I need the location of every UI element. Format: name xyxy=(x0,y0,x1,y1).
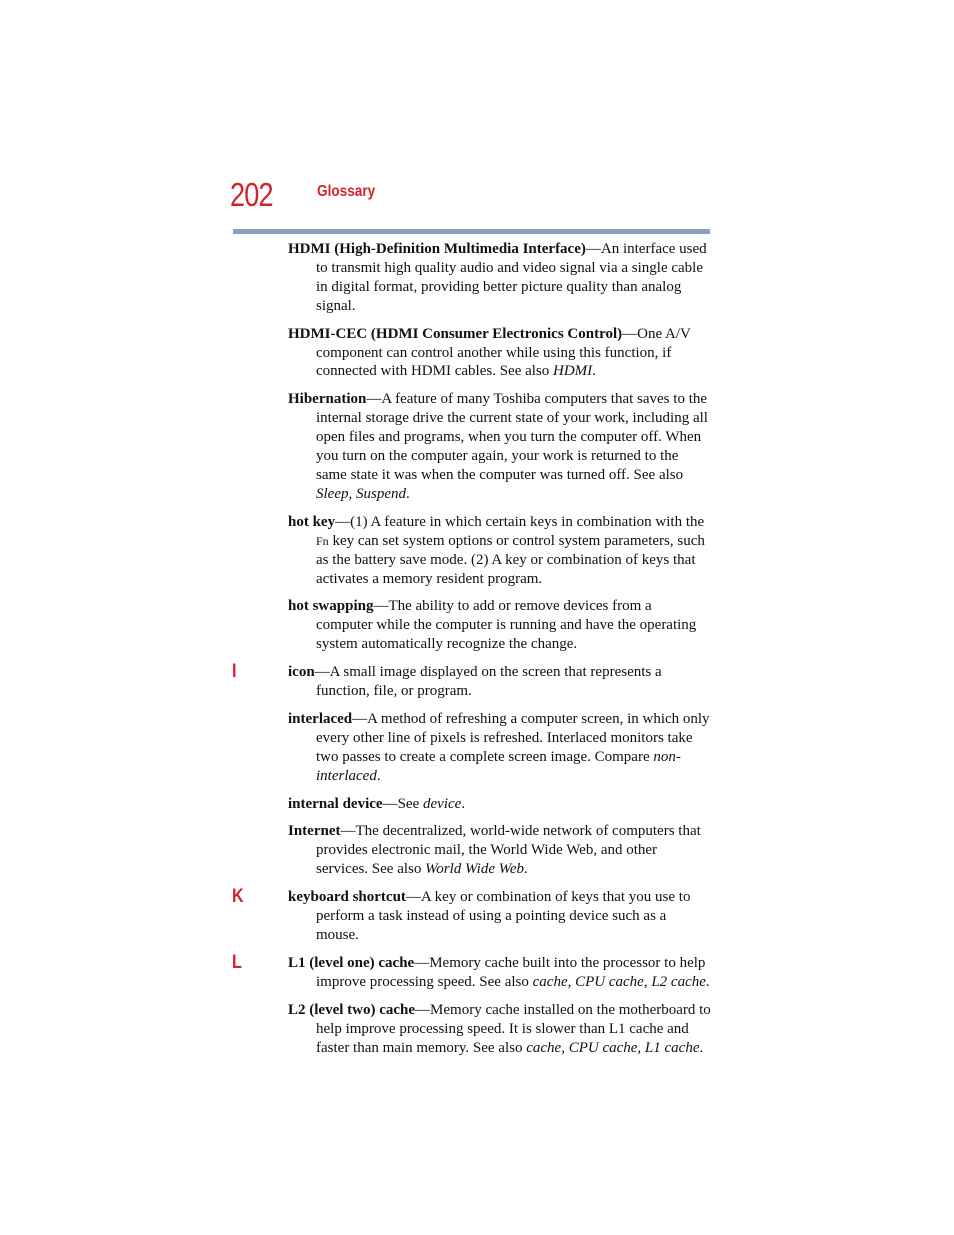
entry-definition: —A small image displayed on the screen that represents a function, file, or program. xyxy=(314,664,662,700)
cross-reference: Sleep, Suspend xyxy=(316,485,406,502)
glossary-entry-l1-cache: L L1 (level one) cache—Memory cache built into the processor to help improve processing speed. See also cache, CPU cache, L2 cache. xyxy=(232,951,710,990)
glossary-entry-hot-key xyxy=(288,513,712,589)
page-number: 202 xyxy=(230,176,273,213)
entry-definition: —A feature of many Toshiba computers that saves to the internal storage drive the current state of your work, including all open files and programs, when you turn the computer off. When you turn on the computer again, your work is returned to the same state it was when the computer was turned off. See also xyxy=(316,391,708,483)
cross-reference: cache, CPU cache, L1 cache xyxy=(526,1039,700,1056)
section-letter-i: I xyxy=(232,661,237,683)
entry-definition: —The ability to add or remove devices from a computer while the computer is running and have the operating system automatically recognize the change. xyxy=(316,598,697,653)
entry-definition-cont: key can set system options or control system parameters, such as the battery save mode. (2) A key or combination of keys that activates a memory resident program. xyxy=(316,532,705,587)
entry-definition: —Memory cache installed on the motherboard to help improve processing speed. It is slower than L1 cache and faster than main memory. See also xyxy=(316,1001,711,1056)
glossary-entry-interlaced: interlaced—A method of refreshing a computer screen, in which only every other line of pixels is refreshed. Interlaced monitors take two passes to create a complete screen image. Compare non-interlaced. xyxy=(288,710,710,784)
entry-term: keyboard shortcut xyxy=(288,889,406,906)
entry-definition: —A method of refreshing a computer screen, in which only every other line of pixels is refreshed. Interlaced monitors take two passes to create a complete screen image. Compare xyxy=(316,710,710,765)
glossary-entry-hibernation: Hibernation—A feature of many Toshiba computers that saves to the internal storage drive the current state of your work, including all open files and programs, when you turn the computer off. When you turn on the computer again, your work is returned to the same state it was when the computer was turned off. See also Sleep, Suspend. xyxy=(288,391,708,502)
entry-term: HDMI (High-Definition Multimedia Interface) xyxy=(288,241,586,257)
entry-definition: —See xyxy=(382,795,423,812)
entry-term: icon xyxy=(288,664,315,681)
cross-reference: cache, CPU cache, L2 cache xyxy=(532,973,706,990)
glossary-entry-hdmi-cec: HDMI-CEC (HDMI Consumer Electronics Control)—One A/V component can control another while using this function, if connected with HDMI cables. See also HDMI. xyxy=(288,325,691,380)
entry-term: hot swapping xyxy=(288,598,374,615)
entry-definition: —The decentralized, world-wide network of computers that provides electronic mail, the World Wide Web, and other services. See also xyxy=(316,823,701,878)
cross-reference: World Wide Web xyxy=(425,861,525,878)
glossary-entry-hdmi xyxy=(288,240,712,316)
cross-reference: non-interlaced xyxy=(316,748,681,784)
entry-definition: —One A/V component can control another while using this function, if connected with HDMI cables. See also xyxy=(316,325,691,380)
entry-term: hot key xyxy=(288,513,336,530)
entry-definition: —A key or combination of keys that you use to perform a task instead of using a pointing device such as a mouse. xyxy=(316,889,691,943)
entry-term: HDMI-CEC (HDMI Consumer Electronics Control) xyxy=(288,325,623,342)
entry-term: L2 (level two) cache xyxy=(288,1001,416,1018)
glossary-entry-l2-cache: L2 (level two) cache—Memory cache installed on the motherboard to help improve processing speed. It is slower than L1 cache and faster than main memory. See also cache, CPU cache, L1 cache. xyxy=(288,1001,711,1056)
fn-key-label: Fn xyxy=(316,533,329,548)
entry-term: Hibernation xyxy=(288,391,367,408)
entry-definition: —(1) A feature in which certain keys in combination with the xyxy=(335,513,705,530)
header-divider xyxy=(233,229,710,234)
glossary-entries xyxy=(232,240,712,1066)
entry-term: internal device xyxy=(288,795,383,812)
entry-term: interlaced xyxy=(288,710,353,727)
glossary-entry-icon xyxy=(232,661,712,701)
section-letter-k: K xyxy=(232,886,244,908)
section-letter-l: L xyxy=(232,951,242,973)
entry-term: L1 (level one) cache xyxy=(288,954,415,971)
entry-term: Internet xyxy=(288,823,341,840)
glossary-entry-hot-swapping xyxy=(288,597,712,654)
cross-reference: device xyxy=(423,795,462,812)
glossary-entry-keyboard-shortcut xyxy=(232,886,712,945)
cross-reference: HDMI xyxy=(553,363,593,380)
entry-definition: —An interface used to transmit high quality audio and video signal via a single cable in digital format, providing better picture quality than analog signal. xyxy=(316,241,707,314)
glossary-entry-internal-device: internal device—See device. xyxy=(288,795,466,812)
section-title: Glossary xyxy=(317,183,376,200)
glossary-entry-internet: Internet—The decentralized, world-wide network of computers that provides electronic mail, the World Wide Web, and other services. See also World Wide Web. xyxy=(288,823,701,878)
entry-definition: —Memory cache built into the processor to help improve processing speed. See also xyxy=(316,954,706,990)
